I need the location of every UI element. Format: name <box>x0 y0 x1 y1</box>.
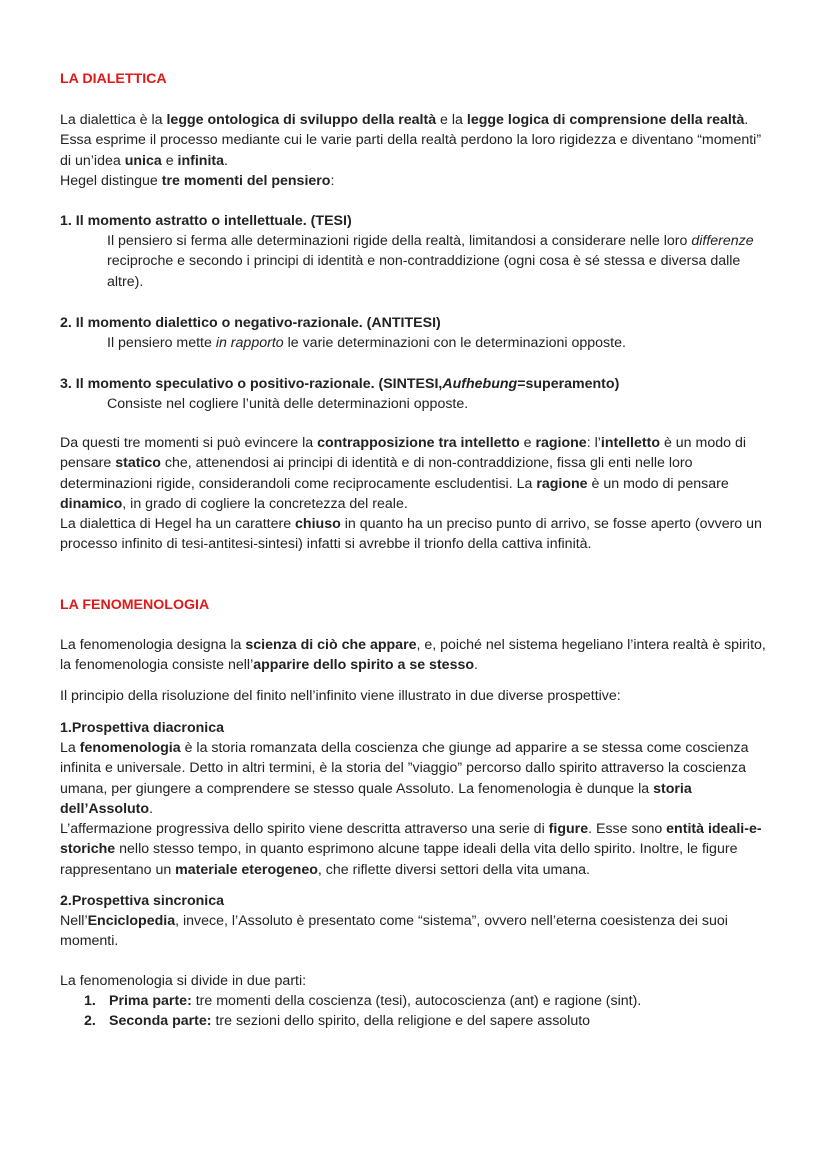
diacronica-title: 1.Prospettiva diacronica <box>60 720 225 736</box>
list-item <box>60 991 772 1011</box>
list-item-label: Prima parte: <box>109 993 192 1009</box>
list-item-label: Seconda parte: <box>109 1013 212 1030</box>
diacronica-paragraph-2: L’affermazione progressiva dello spirito viene descritta attraverso una serie di figure. Esse sono entità ideali-e-storiche nello stesso tempo, in quanto esprimono alcune tappe ideali della vita dello spirito. Inoltre, le figure rappresentano un materiale eterogeneo, che riflette diversi settori della vita umana. <box>60 821 762 878</box>
moment-1-title: 1. Il momento astratto o intellettuale. (TESI) <box>60 213 352 229</box>
intelletto-ragione-paragraph: Da questi tre momenti si può evincere la contrapposizione tra intelletto e ragione: l’intelletto è un modo di pensare statico che, attenendosi ai principi di identità e di non-contraddizione, fissa gli enti nelle loro determinazioni rigide, considerandoli come reciprocamente escludentisi. La ragione è un modo di pensare dinamico, in grado di cogliere la concretezza del reale. <box>60 435 746 513</box>
sincronica-title: 2.Prospettiva sincronica <box>60 893 225 909</box>
section-heading-dialettica: LA DIALETTICA <box>60 71 167 87</box>
moment-1-text: Il pensiero si ferma alle determinazioni rigide della realtà, limitandosi a considerare nelle loro differenze reciproche e secondo i principi di identità e non-contraddizione (ogni cosa è sé stessa e diversa dalle altre). <box>107 233 754 290</box>
list-item <box>60 1011 772 1031</box>
moment-3-text: Consiste nel cogliere l’unità delle determinazioni opposte. <box>107 396 469 412</box>
dialettica-intro-paragraph: La dialettica è la legge ontologica di sviluppo della realtà e la legge logica di comprensione della realtà. Essa esprime il processo mediante cui le varie parti della realtà perdono la loro rigidezza e diventano “momenti” di un’idea unica e infinita. <box>60 112 762 169</box>
section-heading-fenomenologia: LA FENOMENOLOGIA <box>60 597 210 613</box>
dialettica-chiusa-paragraph: La dialettica di Hegel ha un carattere chiuso in quanto ha un preciso punto di arrivo, se fosse aperto (ovvero un processo infinito di tesi-antitesi-sintesi) infatti si avrebbe il trionfo della cattiva infinità. <box>60 516 762 553</box>
hegel-moments-intro: Hegel distingue tre momenti del pensiero: <box>60 173 335 189</box>
list-item-text: tre momenti della coscienza (tesi), autocoscienza (ant) e ragione (sint). <box>191 993 642 1009</box>
list-item-text: tre sezioni dello spirito, della religione e del sapere assoluto <box>211 1013 591 1030</box>
moment-2-text: Il pensiero mette in rapporto le varie determinazioni con le determinazioni opposte. <box>107 335 626 351</box>
diacronica-paragraph-1: La fenomenologia è la storia romanzata della coscienza che giunge ad apparire a se stessa come coscienza infinita e universale. Detto in altri termini, è la storia del ”viaggio” percorso dallo spirito attraverso la coscienza umana, per giungere a comprendere se stesso quale Assoluto. La fenomenologia è dunque la storia dell’Assoluto. <box>60 740 749 818</box>
fenomenologia-intro-paragraph: La fenomenologia designa la scienza di ciò che appare, e, poiché nel sistema hegeliano l’intera realtà è spirito, la fenomenologia consiste nell’apparire dello spirito a se stesso. <box>60 637 766 674</box>
moment-2-title: 2. Il momento dialettico o negativo-razionale. (ANTITESI) <box>60 315 441 331</box>
parts-list <box>60 991 772 1032</box>
principle-paragraph: Il principio della risoluzione del finito nell’infinito viene illustrato in due diverse prospettive: <box>60 688 621 704</box>
moment-3-title: 3. Il momento speculativo o positivo-razionale. (SINTESI,Aufhebung=superamento) <box>60 376 620 392</box>
parts-intro: La fenomenologia si divide in due parti: <box>60 973 307 989</box>
list-number: 2. <box>84 1013 96 1030</box>
list-number: 1. <box>84 993 96 1009</box>
sincronica-paragraph: Nell’Enciclopedia, invece, l’Assoluto è presentato come “sistema”, ovvero nell’eterna coesistenza dei suoi momenti. <box>60 913 728 950</box>
